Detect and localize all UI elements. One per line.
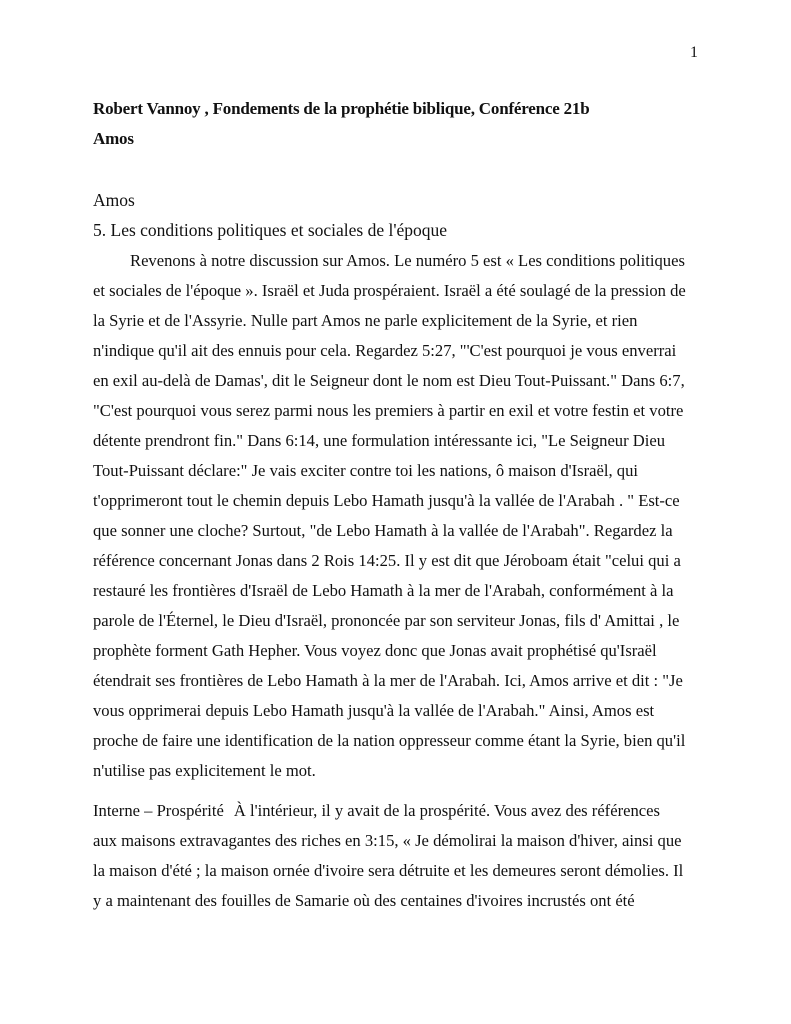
paragraph-line: y a maintenant des fouilles de Samarie où des centaines d'ivoires incrustés ont été xyxy=(93,891,635,910)
paragraph-line: que sonner une cloche? Surtout, "de Lebo Hamath à la vallée de l'Arabah". Regardez la xyxy=(93,521,673,540)
paragraph-political-conditions xyxy=(93,246,713,786)
paragraph-line: la Syrie et de l'Assyrie. Nulle part Amos ne parle explicitement de la Syrie, et rien xyxy=(93,311,638,330)
paragraph-line: parole de l'Éternel, le Dieu d'Israël, prononcée par son serviteur Jonas, fils d' Amittai , le xyxy=(93,611,680,630)
section-heading: Amos xyxy=(93,190,135,210)
paragraph-line: "C'est pourquoi vous serez parmi nous les premiers à partir en exil et votre festin et votre xyxy=(93,401,684,420)
paragraph-line: n'indique qu'il ait des ennuis pour cela. Regardez 5:27, "'C'est pourquoi je vous enverrai xyxy=(93,341,677,360)
paragraph-line: proche de faire une identification de la nation oppresseur comme étant la Syrie, bien qu'il xyxy=(93,731,686,750)
paragraph-line: prophète forment Gath Hepher. Vous voyez donc que Jonas avait prophétisé qu'Israël xyxy=(93,641,657,660)
page-number: 1 xyxy=(690,44,698,61)
document-title xyxy=(93,94,589,154)
paragraph-line: aux maisons extravagantes des riches en 3:15, « Je démolirai la maison d'hiver, ainsi que xyxy=(93,831,682,850)
paragraph-internal-prosperity xyxy=(93,796,713,916)
paragraph-line: t'opprimeront tout le chemin depuis Lebo Hamath jusqu'à la vallée de l'Arabah . " Est-ce xyxy=(93,491,680,510)
title-line-1: Robert Vannoy , Fondements de la prophétie biblique, Conférence 21b xyxy=(93,99,590,118)
title-line-2: Amos xyxy=(93,129,134,148)
paragraph-line: référence concernant Jonas dans 2 Rois 14:25. Il y est dit que Jéroboam était "celui qui a xyxy=(93,551,681,570)
subsection-label: Interne – Prospérité xyxy=(93,801,224,820)
paragraph-line: et sociales de l'époque ». Israël et Juda prospéraient. Israël a été soulagé de la pression de xyxy=(93,281,686,300)
paragraph-line: vous opprimerai depuis Lebo Hamath jusqu'à la vallée de l'Arabah." Ainsi, Amos est xyxy=(93,701,655,720)
paragraph-line-text: À l'intérieur, il y avait de la prospérité. Vous avez des références xyxy=(233,801,660,820)
section-header xyxy=(93,185,447,245)
paragraph-line: Tout-Puissant déclare:" Je vais exciter contre toi les nations, ô maison d'Israël, qui xyxy=(93,461,638,480)
paragraph-first-line xyxy=(93,796,713,826)
paragraph-line: étendrait ses frontières de Lebo Hamath à la mer de l'Arabah. Ici, Amos arrive et dit : "Je xyxy=(93,671,683,690)
paragraph-line: n'utilise pas explicitement le mot. xyxy=(93,761,316,780)
paragraph-line: restauré les frontières d'Israël de Lebo Hamath à la mer de l'Arabah, conformément à la xyxy=(93,581,674,600)
paragraph-line: Revenons à notre discussion sur Amos. Le numéro 5 est « Les conditions politiques xyxy=(130,251,685,270)
section-subheading: 5. Les conditions politiques et sociales de l'époque xyxy=(93,220,448,240)
paragraph-line: la maison d'été ; la maison ornée d'ivoire sera détruite et les demeures seront démolies. Il xyxy=(93,861,684,880)
paragraph-line: en exil au-delà de Damas', dit le Seigneur dont le nom est Dieu Tout-Puissant." Dans 6:7, xyxy=(93,371,685,390)
paragraph-line: détente prendront fin." Dans 6:14, une formulation intéressante ici, "Le Seigneur Dieu xyxy=(93,431,666,450)
